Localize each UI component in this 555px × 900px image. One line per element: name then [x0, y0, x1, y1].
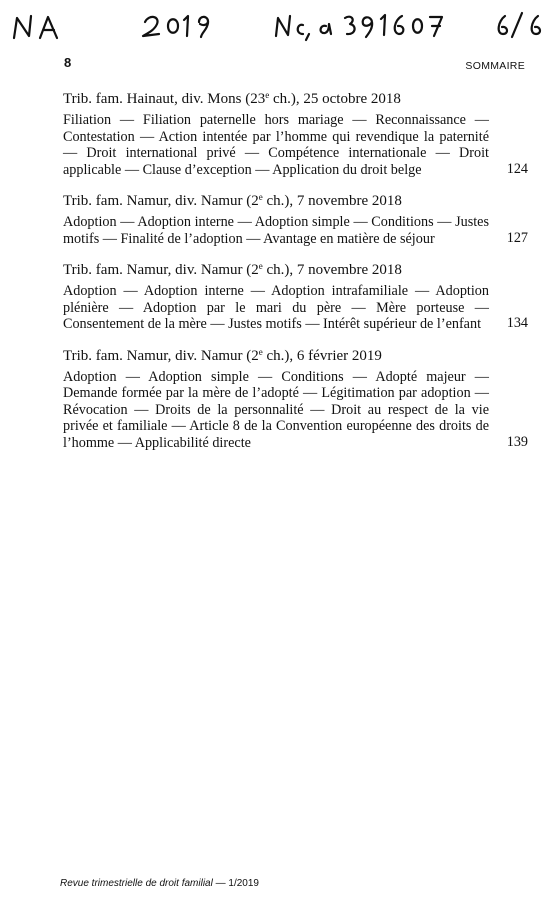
chamber-ordinal: e: [265, 90, 270, 100]
court-name: Trib. fam. Hainaut, div. Mons (23: [63, 91, 266, 107]
court-reference: [63, 90, 528, 109]
entry-body: [63, 369, 528, 452]
journal-title: Revue trimestrielle de droit familial: [60, 878, 213, 889]
court-name: Trib. fam. Namur, div. Namur (2: [63, 262, 259, 278]
entry-body: [63, 283, 528, 333]
summary-entry: [63, 192, 528, 247]
court-date: ch.), 7 novembre 2018: [262, 193, 402, 209]
court-date: ch.), 7 novembre 2018: [262, 262, 402, 278]
court-reference: [63, 192, 528, 211]
entry-body: [63, 112, 528, 178]
summary-entry: [63, 261, 528, 333]
summary-entries: [63, 90, 528, 465]
running-head: SOMMAIRE: [465, 60, 525, 72]
court-name: Trib. fam. Namur, div. Namur (2: [63, 193, 259, 209]
entry-keywords: Adoption — Adoption interne — Adoption simple — Conditions — Justes motifs — Finalité de l’adoption — Avantage en matière de séjour: [63, 214, 489, 247]
entry-page-number: 134: [506, 315, 528, 331]
summary-entry: [63, 90, 528, 178]
chamber-ordinal: e: [258, 192, 263, 202]
entry-page-number: 139: [506, 433, 528, 450]
handwritten-annotations: [0, 4, 555, 48]
chamber-ordinal: e: [258, 346, 263, 357]
court-reference: [63, 347, 528, 366]
court-date: ch.), 25 octobre 2018: [269, 91, 401, 107]
page-number: 8: [64, 55, 72, 70]
court-date: ch.), 6 février 2019: [262, 347, 382, 364]
court-reference: [63, 261, 528, 280]
chamber-ordinal: e: [258, 261, 263, 271]
summary-entry: [63, 347, 528, 452]
entry-body: [63, 214, 528, 247]
entry-keywords: Adoption — Adoption simple — Conditions — Adopté majeur — Demande formée par la mère de l’adopté — Légitimation par adoption — Révocation — Droits de la personnalité — Droit au respect de la vie privée et familiale — Article 8 de la Convention européenne des droits de l’homme — Applicabilité directe: [63, 368, 489, 451]
page-footer: [60, 878, 259, 889]
journal-issue: — 1/2019: [212, 878, 259, 889]
entry-page-number: 127: [506, 229, 528, 246]
entry-keywords: Filiation — Filiation paternelle hors mariage — Reconnaissance — Contestation — Action intentée par l’homme qui revendique la paternité — Droit international privé — Compétence internationale — Droit applicable — Clause d’exception — Application du droit belge: [63, 112, 489, 178]
entry-keywords: Adoption — Adoption interne — Adoption intrafamiliale — Adoption plénière — Adoption par le mari du père — Mère porteuse — Consentement de la mère — Justes motifs — Intérêt supérieur de l’enfant: [63, 283, 489, 332]
handwritten-annotations-drawing: [0, 4, 555, 48]
entry-page-number: 124: [506, 160, 528, 177]
court-name: Trib. fam. Namur, div. Namur (2: [63, 347, 259, 364]
